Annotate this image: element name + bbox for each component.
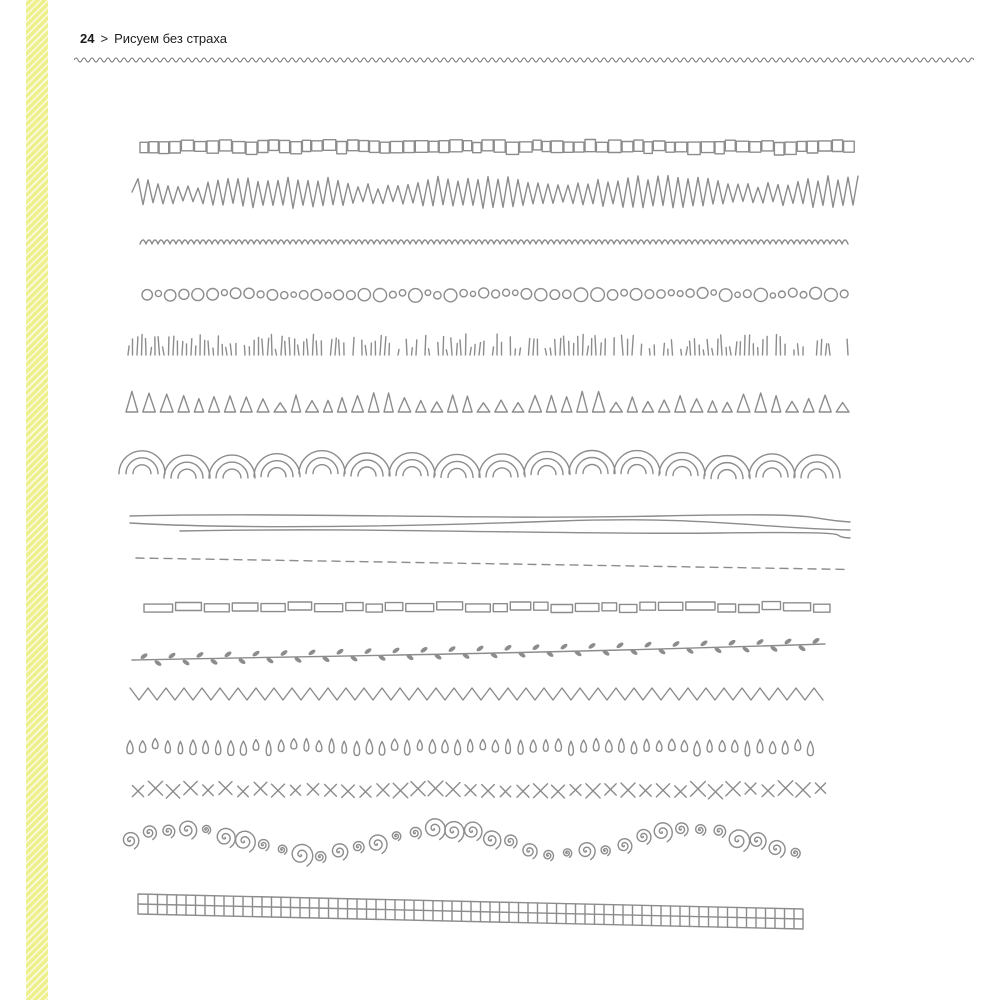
teardrop-row [127, 739, 813, 756]
grass-stroke-border [128, 334, 848, 355]
spiral-swirl-border [123, 819, 800, 866]
jagged-zigzag-line [132, 176, 858, 209]
double-wavy-lines [130, 515, 850, 538]
block-dash-border [144, 602, 830, 613]
circle-chain-border [142, 287, 848, 302]
scalloped-wave-line [140, 240, 848, 244]
header-separator-icon: > [100, 31, 109, 46]
book-title: Рисуем без страха [114, 31, 227, 46]
rectangle-chain-border [140, 140, 854, 156]
triangle-row [126, 391, 849, 412]
grid-ribbon-border [138, 894, 803, 929]
page-number: 24 [80, 31, 95, 46]
cross-stitch-row [132, 781, 825, 799]
zigzag-line [130, 688, 823, 700]
arch-wave-border [119, 451, 840, 479]
dashed-line [136, 558, 844, 569]
leaf-vine [132, 637, 825, 667]
